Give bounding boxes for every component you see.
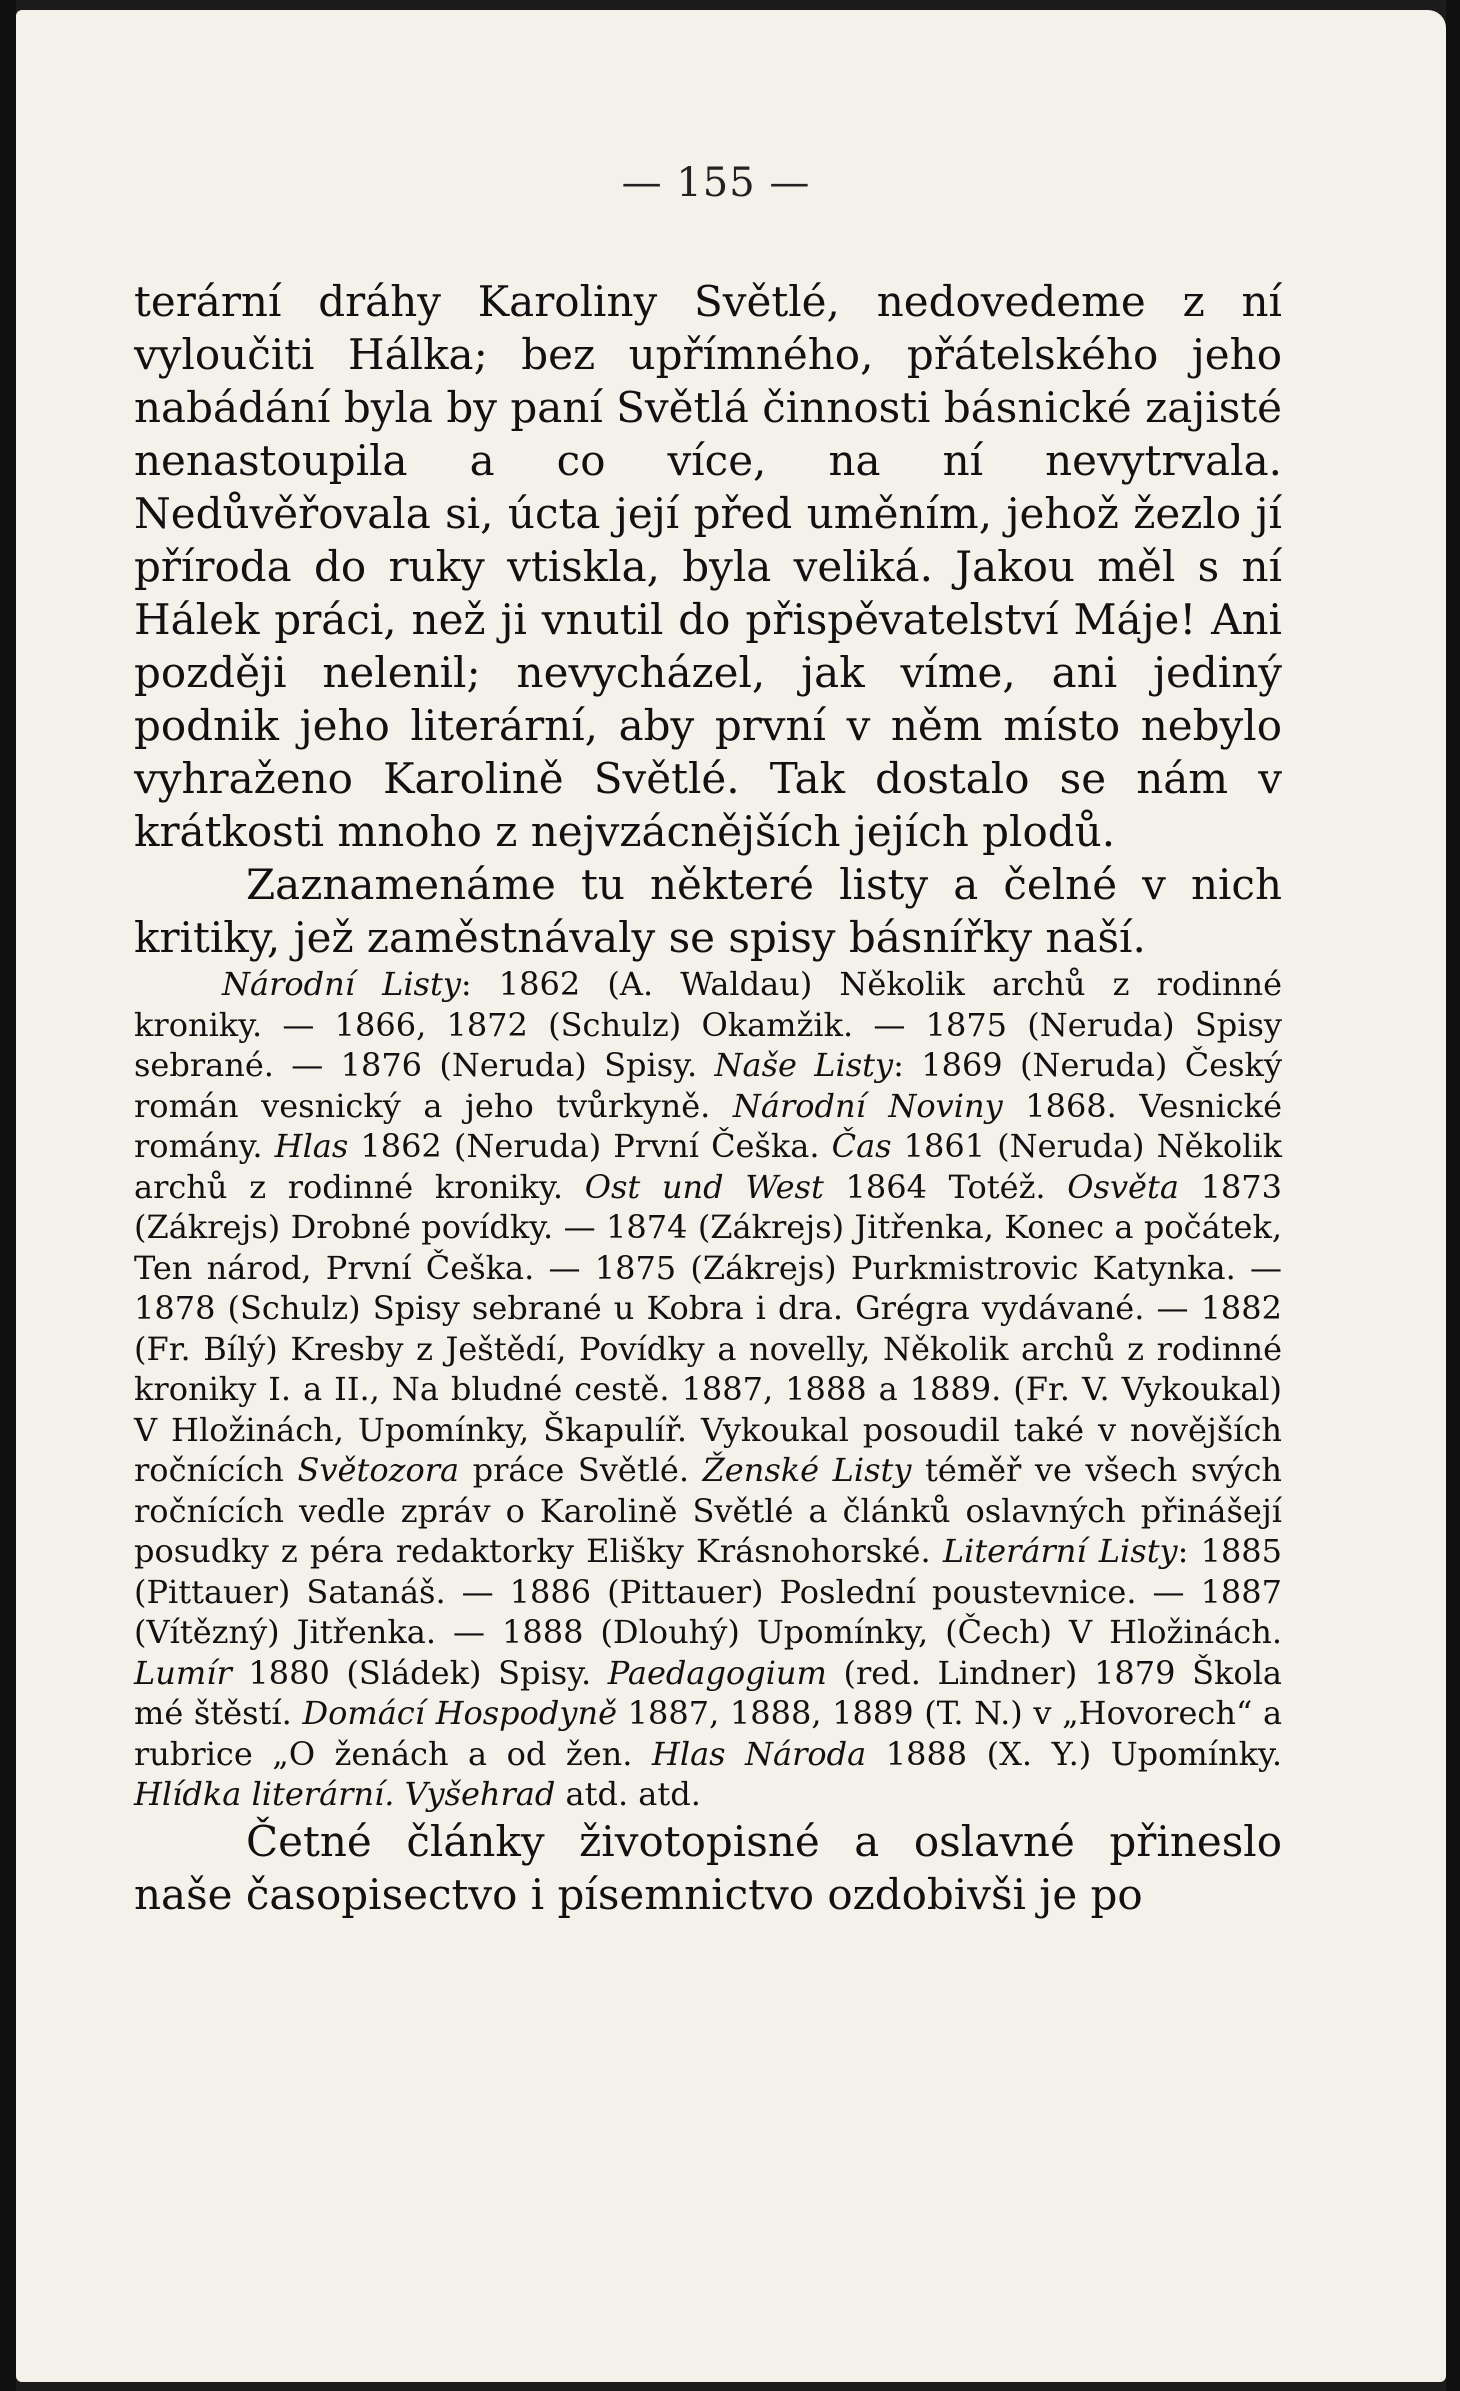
listing-text: 1862 (Neruda) První Češka. bbox=[348, 1127, 832, 1165]
listing-text: 1861 (Neruda) Několik archů z rodinné kroniky. bbox=[134, 1127, 1283, 1206]
scan-border-right bbox=[1446, 0, 1460, 2391]
periodical-title: Naše Listy bbox=[714, 1046, 894, 1084]
periodical-title: Čas bbox=[831, 1127, 892, 1165]
listing-text: 1887, 1888, 1889 (T. N.) v „Hovorech“ a rubrice „O ženách a od žen. bbox=[134, 1694, 1283, 1773]
book-page bbox=[16, 10, 1446, 2382]
periodical-title: Národní Noviny bbox=[732, 1086, 1003, 1125]
listing-text: 1888 (X. Y.) Upomínky. bbox=[866, 1734, 1283, 1773]
periodical-title: Ženské Listy bbox=[702, 1451, 912, 1489]
listing-text: téměř ve všech svých ročnících vedle zpráv o Karolině Světlé a článků oslavných přinášejí posudky z péra redaktorky Elišky Krásnohorské. bbox=[134, 1451, 1283, 1570]
listing-text: 1880 (Sládek) Spisy. bbox=[231, 1653, 608, 1692]
paragraph-1: terární dráhy Karoliny Světlé, nedovedeme z ní vyloučiti Hálka; bez upřímného, přátelského jeho nabádání byla by paní Světlá činnosti básnické zajisté nenastoupila a co více, na ní nevytrvala. Nedůvěřovala si, úcta její před uměním, jehož žezlo jí příroda do ruky vtiskla, byla veliká. Jakou měl s ní Hálek práci, než ji vnutil do přispěvatelství Máje! Ani později nelenil; nevycházel, jak víme, ani jediný podnik jeho literární, aby první v něm místo nebylo vyhraženo Karolině Světlé. Tak dostalo se nám v krátkosti mnoho z nejvzácnějších jejích plodů. bbox=[134, 277, 1282, 856]
paragraph-2: Zaznamenáme tu některé listy a čelné v nich kritiky, jež zaměstnávaly se spisy básnířky naší. bbox=[134, 860, 1282, 962]
listing-text: : 1869 (Neruda) Český román vesnický a jeho tvůrkyně. bbox=[134, 1046, 1283, 1125]
periodical-title: Hlas Národa bbox=[651, 1734, 867, 1773]
scan-border-left bbox=[0, 0, 16, 2391]
text-block bbox=[134, 275, 1282, 1921]
periodical-title: Paedagogium bbox=[607, 1653, 827, 1692]
periodical-title: Ost und West bbox=[584, 1167, 824, 1206]
listing-text: 1873 (Zákrejs) Drobné povídky. — 1874 (Zákrejs) Jitřenka, Konec a počátek, Ten národ, První Češka. — 1875 (Zákrejs) Purkmistrovic Katynka. — 1878 (Schulz) Spisy sebrané u Kobra i dra. Grégra vydávané. — 1882 (Fr. Bílý) Kresby z Ještědí, Povídky a novelly, Několik archů z rodinné kroniky I. a II., Na bludné cestě. 1887, 1888 a 1889. (Fr. V. Vykoukal) V Hložinách, Upomínky, Škapulíř. Vykoukal posoudil také v novějších ročnících bbox=[134, 1167, 1283, 1489]
listing-text: atd. atd. bbox=[555, 1775, 701, 1813]
listing-text: práce Světlé. bbox=[459, 1451, 703, 1489]
periodical-title: Domácí Hospodyně bbox=[302, 1694, 618, 1732]
periodicals-listing bbox=[134, 964, 1282, 1815]
listing-text: (red. Lindner) 1879 Škola mé štěstí. bbox=[134, 1653, 1283, 1732]
periodical-title: Národní Listy bbox=[222, 965, 461, 1003]
periodical-title: Hlas bbox=[274, 1127, 349, 1165]
periodical-title: Literární Listy bbox=[942, 1532, 1178, 1570]
listing-text: : 1885 (Pittauer) Satanáš. — 1886 (Pittauer) Poslední poustevnice. — 1887 (Vítězný) Jitřenka. — 1888 (Dlouhý) Upomínky, (Čech) V Hložinách. bbox=[134, 1532, 1283, 1651]
paragraph-4: Četné články životopisné a oslavné přineslo naše časopisectvo i písemnictvo ozdobivši je po bbox=[134, 1816, 1282, 1919]
periodical-title: Hlídka literární. Vyšehrad bbox=[134, 1775, 556, 1813]
periodical-title: Světozora bbox=[297, 1451, 460, 1489]
periodical-title: Osvěta bbox=[1067, 1167, 1179, 1206]
listing-text: 1864 Totéž. bbox=[823, 1167, 1068, 1206]
listing-text: : 1862 (A. Waldau) Několik archů z rodinné kroniky. — 1866, 1872 (Schulz) Okamžik. — 1875 (Neruda) Spisy sebrané. — 1876 (Neruda) Spisy. bbox=[134, 965, 1283, 1084]
page-number: — 155 — bbox=[621, 160, 811, 206]
listing-text: 1868. Vesnické romány. bbox=[134, 1086, 1283, 1165]
periodical-title: Lumír bbox=[134, 1653, 232, 1692]
